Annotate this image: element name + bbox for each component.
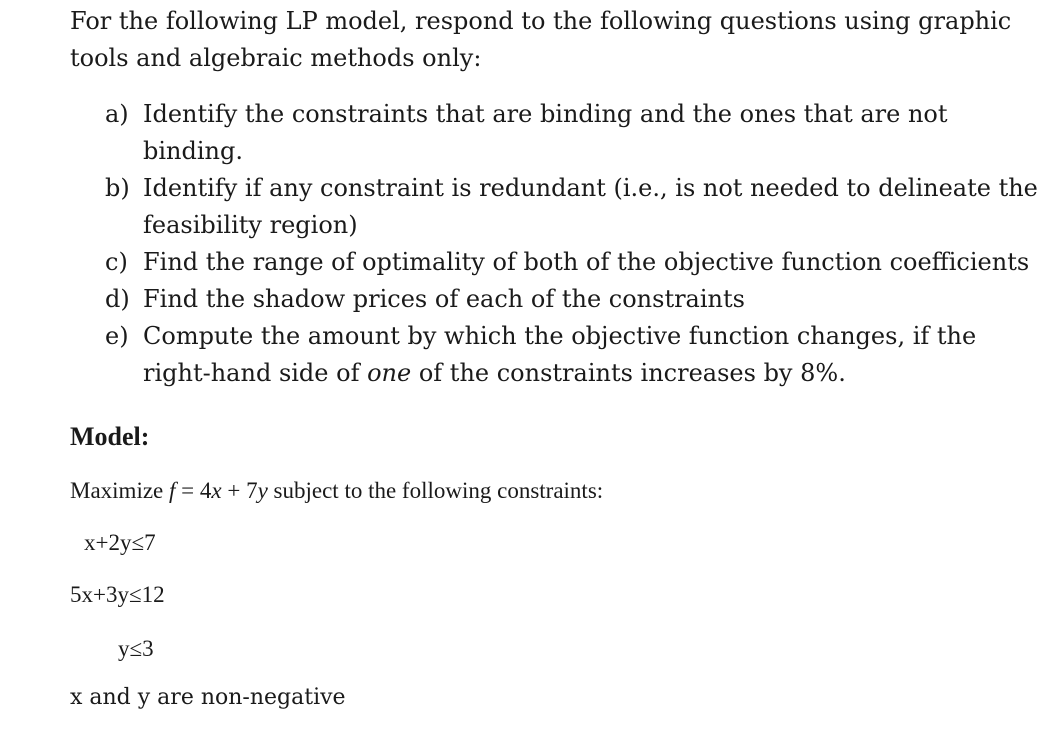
- constraint-1: x+2y≤7: [84, 530, 156, 555]
- intro-paragraph: For the following LP model, respond to the following questions using graphic tools and algebraic methods only:: [70, 7, 1012, 72]
- objective-prefix: Maximize: [70, 478, 169, 503]
- constraint-3: y≤3: [118, 636, 154, 661]
- question-text-after: of the constraints increases by 8%.: [411, 359, 846, 387]
- question-b: [105, 170, 1045, 244]
- question-e: [105, 318, 1045, 392]
- objective-plus: + 7: [221, 478, 258, 503]
- question-letter: d): [105, 285, 130, 313]
- question-letter: a): [105, 100, 129, 128]
- question-text: [143, 318, 1045, 392]
- question-c: [105, 244, 1045, 281]
- objective-y: y: [257, 478, 268, 503]
- nonnegativity-note: x and y are non-negative: [70, 685, 346, 710]
- question-letter: b): [105, 174, 130, 202]
- question-letter: c): [105, 248, 128, 276]
- question-text: Find the range of optimality of both of the objective function coefficients: [143, 248, 1030, 276]
- question-text: Find the shadow prices of each of the constraints: [143, 285, 745, 313]
- objective-variable: f: [169, 478, 176, 503]
- question-text: Identify the constraints that are binding and the ones that are not binding.: [143, 100, 948, 165]
- question-text-before: Compute the amount by which the objective function changes, if the right-hand side of: [143, 322, 977, 387]
- question-text-emphasis: one: [367, 359, 412, 387]
- question-a: [105, 96, 1045, 170]
- objective-function: [70, 476, 603, 506]
- model-heading: Model:: [70, 422, 150, 451]
- question-d: [105, 281, 1045, 318]
- objective-x: x: [211, 478, 222, 503]
- objective-suffix: subject to the following constraints:: [267, 478, 604, 503]
- question-letter: e): [105, 322, 129, 350]
- constraint-2: 5x+3y≤12: [70, 582, 165, 607]
- objective-equals: = 4: [175, 478, 212, 503]
- question-text: Identify if any constraint is redundant (i.e., is not needed to delineate the feasibility region): [143, 174, 1038, 239]
- question-list: [105, 96, 1045, 392]
